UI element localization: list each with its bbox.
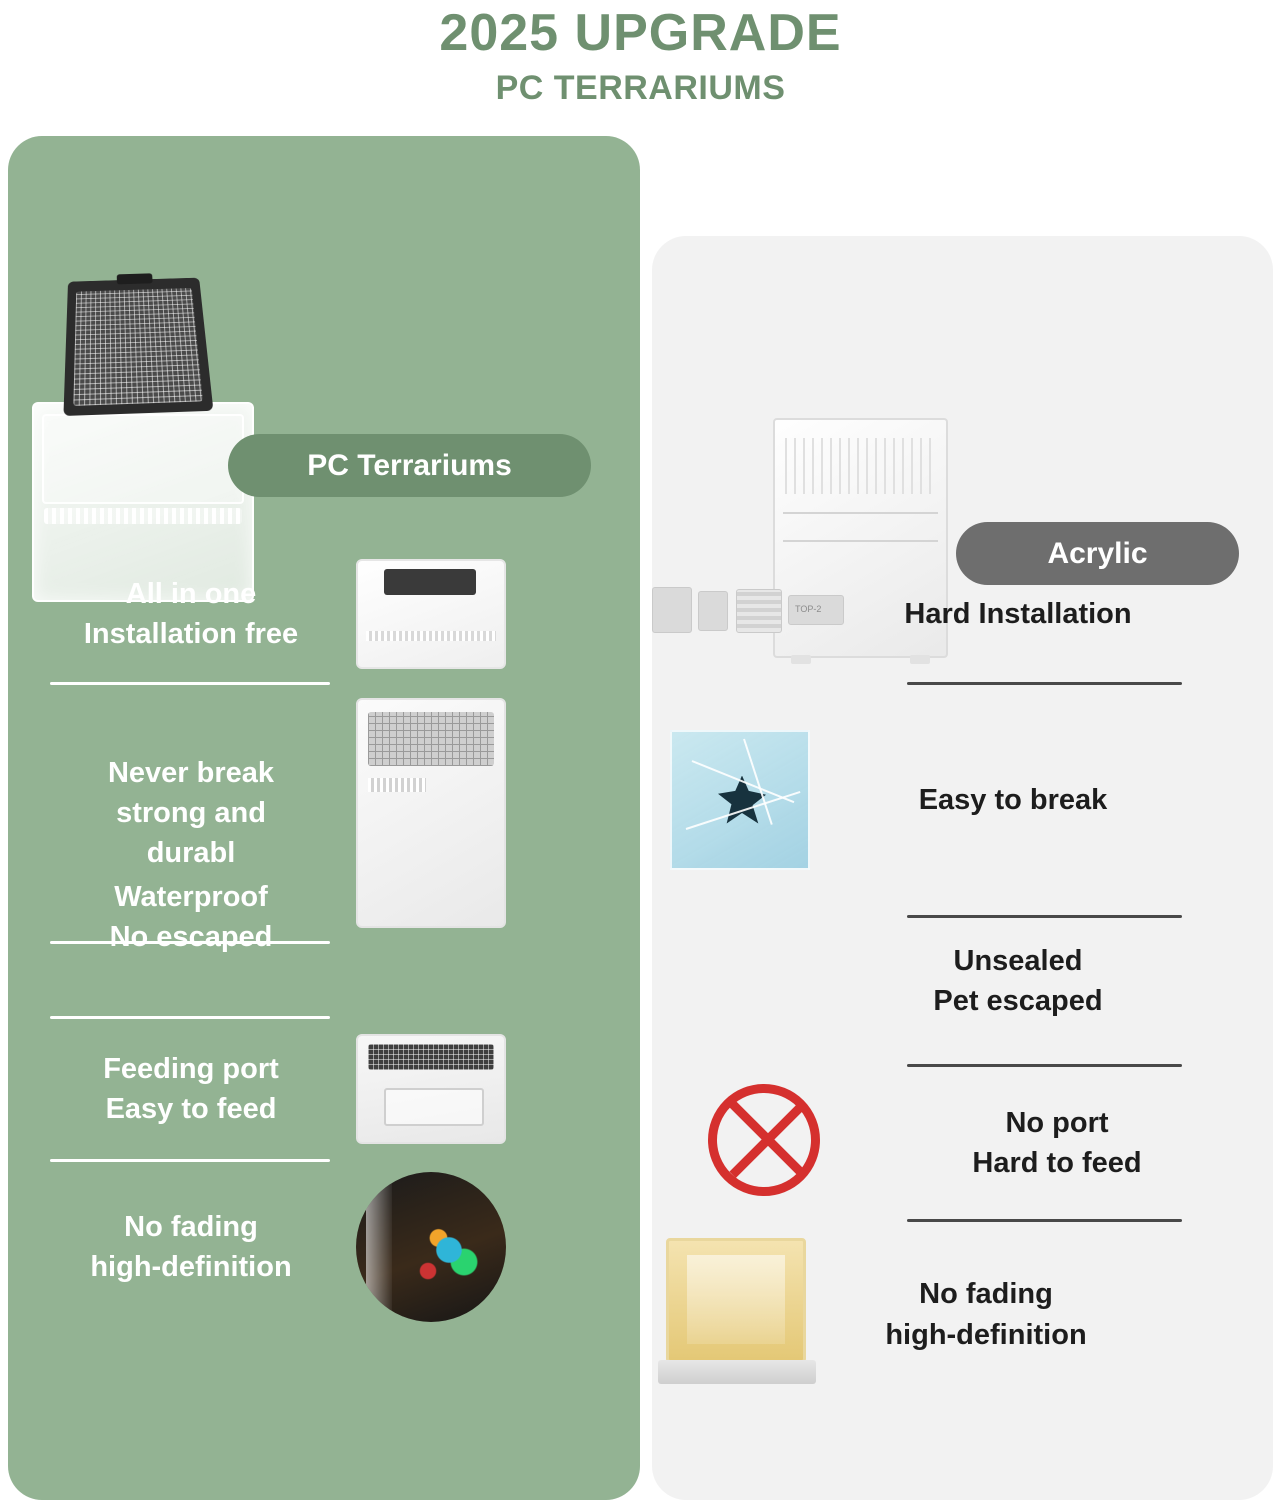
divider xyxy=(50,1016,330,1019)
feature-row-feeding-port xyxy=(8,1029,640,1149)
acrylic-panel-part-icon xyxy=(698,591,728,631)
feeding-port-image xyxy=(356,1034,506,1144)
feature-text-no-port: No port Hard to feed xyxy=(972,1106,1142,1179)
page-title: 2025 UPGRADE xyxy=(439,4,842,62)
acrylic-vent-part-icon xyxy=(736,589,782,633)
divider xyxy=(907,682,1182,685)
mesh-screen-icon xyxy=(73,288,203,406)
no-entry-cross-icon xyxy=(702,1078,832,1208)
feature-row-unsealed xyxy=(652,928,1273,1034)
feature-text-no-fading: No fading high-definition xyxy=(90,1210,292,1283)
divider xyxy=(907,1064,1182,1067)
comparison-panels xyxy=(0,136,1281,1500)
acrylic-stand-base xyxy=(658,1360,816,1384)
acrylic-shelf-icon xyxy=(783,512,938,514)
acrylic-feature-list xyxy=(652,556,1273,1397)
pc-terrarium-mesh-lid-icon xyxy=(63,278,213,416)
feature-row-all-in-one xyxy=(8,556,640,672)
pc-terrariums-label-text: PC Terrariums xyxy=(307,448,512,482)
feature-text-unsealed: Unsealed Pet escaped xyxy=(933,944,1103,1017)
chameleon-clarity-image xyxy=(356,1172,506,1322)
feature-text-yellowing: No fading high-definition xyxy=(885,1278,1087,1351)
pc-terrarium-feature-list xyxy=(8,556,640,1322)
yellowed-frame xyxy=(666,1238,806,1363)
feature-text-easy-to-break: Easy to break xyxy=(918,783,1108,816)
feature-row-yellowing xyxy=(652,1232,1273,1397)
acrylic-vent-grid-icon xyxy=(785,438,936,494)
feature-row-waterproof xyxy=(8,864,640,970)
feature-row-hard-installation xyxy=(652,556,1273,672)
acrylic-panel-part-icon xyxy=(652,587,692,633)
divider xyxy=(50,1159,330,1162)
feature-text-hard-installation: Hard Installation xyxy=(904,597,1132,630)
acrylic-top-part-icon xyxy=(788,595,844,625)
divider xyxy=(907,1219,1182,1222)
acrylic-shelf-icon xyxy=(783,540,938,542)
feature-row-easy-to-break xyxy=(652,695,1273,905)
all-in-one-terrarium-image xyxy=(356,559,506,669)
page-header xyxy=(0,0,1281,108)
yellowed-inner-pane xyxy=(687,1255,785,1344)
clear-pane-overlay xyxy=(366,1172,392,1322)
feature-text-never-break: Never break strong and durabl xyxy=(107,756,275,869)
pc-terrarium-vent-icon xyxy=(44,508,242,524)
acrylic-parts-icon xyxy=(652,579,847,649)
divider xyxy=(907,915,1182,918)
feature-row-no-fading xyxy=(8,1172,640,1322)
feature-text-feeding-port: Feeding port Easy to feed xyxy=(103,1052,279,1125)
page-subtitle: PC TERRARIUMS xyxy=(495,68,786,107)
feature-row-no-port xyxy=(652,1077,1273,1209)
divider xyxy=(50,682,330,685)
pc-terrariums-label-pill xyxy=(228,434,591,497)
yellowed-acrylic-icon xyxy=(652,1232,827,1397)
broken-cube-icon xyxy=(652,718,842,883)
feature-text-all-in-one: All in one Installation free xyxy=(83,577,299,650)
feature-text-waterproof: Waterproof No escaped xyxy=(109,880,273,953)
acrylic-label-text: Acrylic xyxy=(1047,536,1148,570)
lid-clip-icon xyxy=(117,273,153,284)
